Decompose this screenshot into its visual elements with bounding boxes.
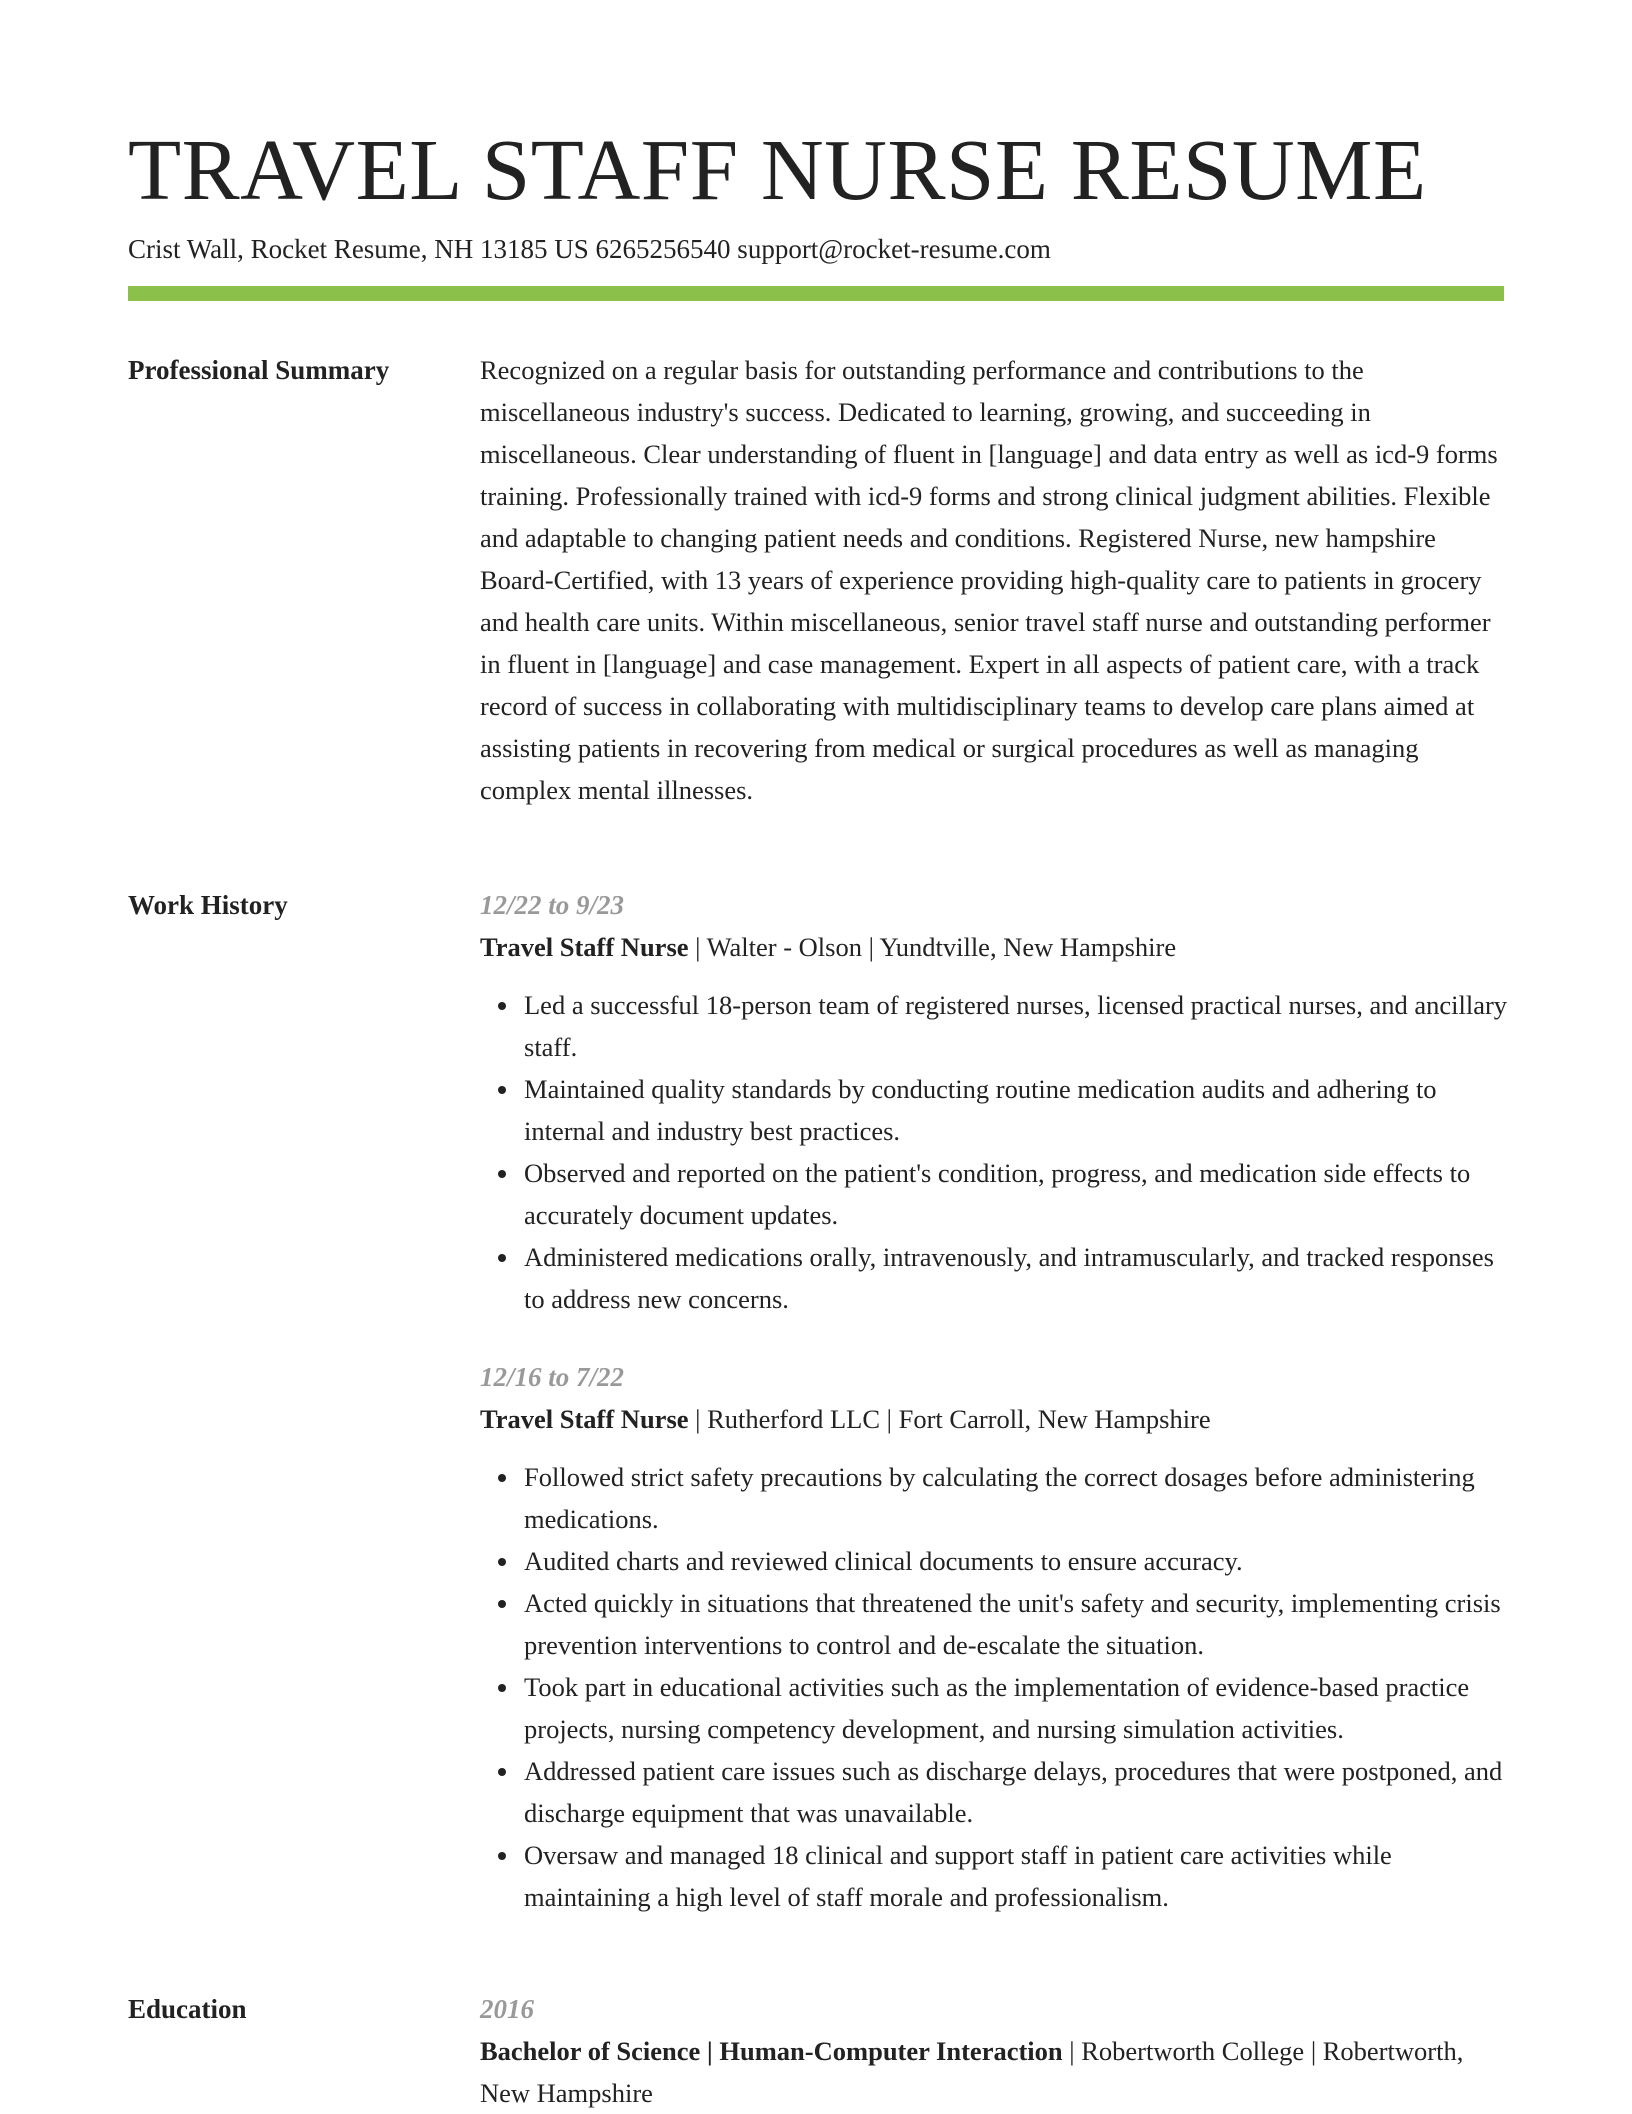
education-section: [480, 1988, 1510, 2114]
contact-line: Crist Wall, Rocket Resume, NH 13185 US 6265256540 support@rocket-resume.com: [128, 234, 1051, 264]
list-item: Audited charts and reviewed clinical documents to ensure accuracy.: [524, 1540, 1510, 1582]
education-year: 2016: [480, 1994, 534, 2024]
job-dates: 12/22 to 9/23: [480, 890, 625, 920]
job-entry: [480, 884, 1510, 1320]
job-details: | Rutherford LLC | Fort Carroll, New Hampshire: [688, 1404, 1211, 1434]
work-history-section: [480, 884, 1510, 1954]
resume-title: TRAVEL STAFF NURSE RESUME: [128, 121, 1427, 218]
job-details: | Walter - Olson | Yundtville, New Hampshire: [688, 932, 1177, 962]
list-item: Acted quickly in situations that threatened the unit's safety and security, implementing crisis prevention interventions to control and de-escalate the situation.: [524, 1582, 1510, 1666]
list-item: Led a successful 18-person team of registered nurses, licensed practical nurses, and ancillary staff.: [524, 984, 1510, 1068]
list-item: Took part in educational activities such as the implementation of evidence-based practice projects, nursing competency development, and nursing simulation activities.: [524, 1666, 1510, 1750]
school-details: | Robertworth College | Robertworth, New Hampshire: [480, 2036, 1464, 2108]
job-title: Travel Staff Nurse: [480, 1404, 689, 1434]
degree: Bachelor of Science | Human-Computer Interaction: [480, 2036, 1063, 2066]
summary-section: [480, 349, 1510, 811]
job-title: Travel Staff Nurse: [480, 932, 689, 962]
list-item: Maintained quality standards by conducting routine medication audits and adhering to internal and industry best practices.: [524, 1068, 1510, 1152]
section-label-summary: Professional Summary: [128, 355, 390, 385]
job-heading: [480, 1398, 1510, 1440]
list-item: Administered medications orally, intravenously, and intramuscularly, and tracked responses to address new concerns.: [524, 1236, 1510, 1320]
job-entry: [480, 1356, 1510, 1918]
list-item: Addressed patient care issues such as discharge delays, procedures that were postponed, and discharge equipment that was unavailable.: [524, 1750, 1510, 1834]
list-item: Followed strict safety precautions by calculating the correct dosages before administering medications.: [524, 1456, 1510, 1540]
section-label-education: Education: [128, 1994, 247, 2024]
list-item: Oversaw and managed 18 clinical and support staff in patient care activities while maintaining a high level of staff morale and professionalism.: [524, 1834, 1510, 1918]
section-label-work: Work History: [128, 890, 288, 920]
job-dates: 12/16 to 7/22: [480, 1362, 625, 1392]
summary-text: Recognized on a regular basis for outstanding performance and contributions to the miscellaneous industry's success. Dedicated to learning, growing, and succeeding in miscellaneous. Clear understanding of fluent in [language] and data entry as well as icd-9 forms training. Professionally trained with icd-9 forms and strong clinical judgment abilities. Flexible and adaptable to changing patient needs and conditions. Registered Nurse, new hampshire Board-Certified, with 13 years of experience providing high-quality care to patients in grocery and health care units. Within miscellaneous, senior travel staff nurse and outstanding performer in fluent in [language] and case management. Expert in all aspects of patient care, with a track record of success in collaborating with multidisciplinary teams to develop care plans aimed at assisting patients in recovering from medical or surgical procedures as well as managing complex mental illnesses.: [480, 355, 1498, 805]
accent-divider: [128, 286, 1504, 301]
list-item: Observed and reported on the patient's condition, progress, and medication side effects to accurately document updates.: [524, 1152, 1510, 1236]
job-heading: [480, 926, 1510, 968]
education-heading: [480, 2030, 1510, 2114]
job-bullets: [480, 1456, 1510, 1918]
job-bullets: [480, 984, 1510, 1320]
